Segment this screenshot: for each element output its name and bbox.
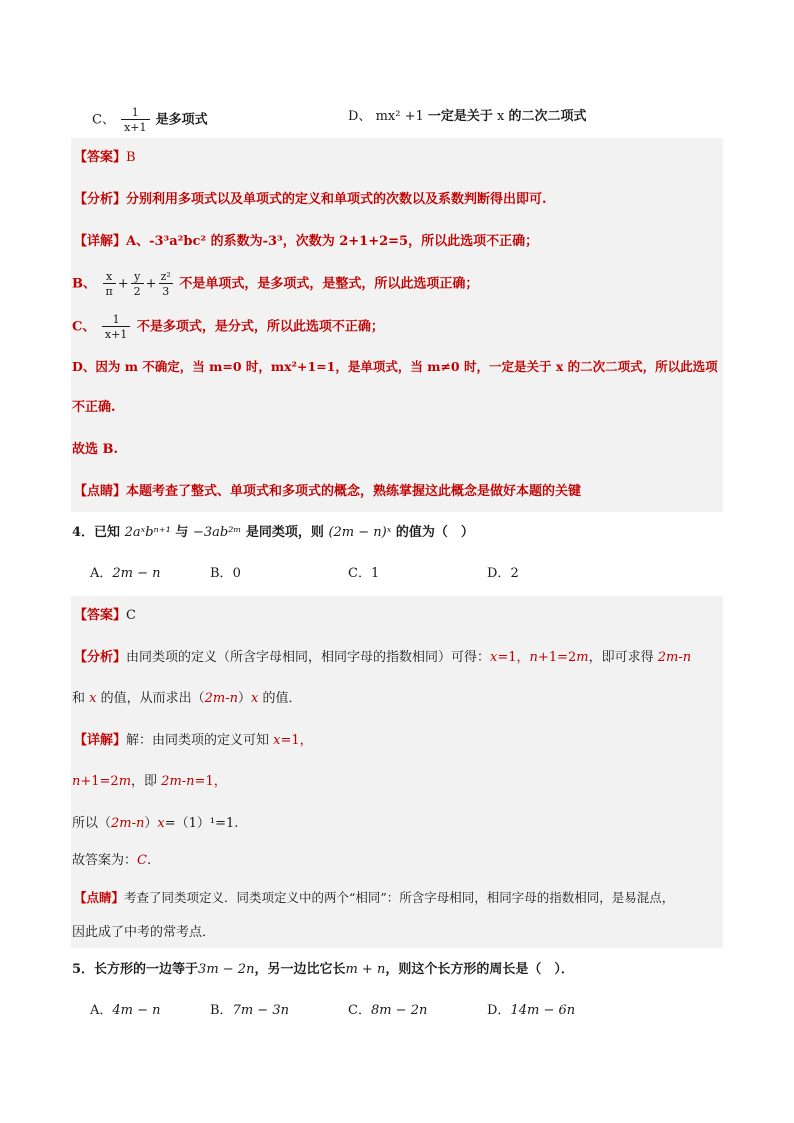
q3-detail-c: C、 $\frac{1}{x+1}$ 不是多项式，是分式，所以此选项不正确；: [72, 313, 384, 341]
q3-comment: 【点睛】本题考查了整式、单项式和多项式的概念，熟练掌握这此概念是做好本题的关键: [74, 484, 582, 499]
q4-option-c[interactable]: C．1: [348, 566, 380, 581]
q4-option-d[interactable]: D．2: [487, 566, 519, 581]
q3-option-d: D、 mx² +1 一定是关于 x 的二次二项式: [348, 109, 587, 124]
q4-answer: 【答案】C: [74, 608, 136, 623]
fraction: $\frac{1}{x+1}$: [121, 106, 149, 134]
q3-detail-d-line1: D、因为 m 不确定，当 m=0 时，mx²+1=1，是单项式，当 m≠0 时，一定是关于 x 的二次二项式，所以此选项: [72, 359, 718, 374]
q4-detail-line4: 故答案为：C.: [72, 853, 152, 868]
q5-option-a[interactable]: A．4m − n: [90, 1003, 161, 1018]
q4-comment-line1: 【点睛】考查了同类项定义．同类项定义中的两个“相同”：所含字母相同，相同字母的指数相同，是易混点，: [74, 890, 675, 905]
q3-analysis: 【分析】分别利用多项式以及单项式的定义和单项式的次数以及系数判断得出即可.: [74, 192, 547, 207]
q3-detail-b: B、 $\frac{x}{\pi}$ + $\frac{y}{2}$ + $\frac{\text{z²}}{3}$ 不是单项式，是多项式，是整式，所以此选项正确；: [72, 270, 479, 298]
q4-detail-line2: n+1=2m，即 2m-n=1，: [72, 774, 227, 789]
q3-answer: 【答案】B: [74, 150, 136, 165]
q4-stem: 4．已知 2aˣbⁿ⁺¹ 与 −3ab²ᵐ 是同类项，则 (2m − n)ˣ 的值为（ ）: [72, 525, 474, 540]
q5-option-b[interactable]: B．7m − 3n: [210, 1003, 289, 1018]
q3-detail-a: 【详解】A、-3³a²bc² 的系数为-3³，次数为 2+1+2=5，所以此选项不正确；: [74, 234, 539, 249]
q4-detail-line1: 【详解】解：由同类项的定义可知 x=1，: [74, 733, 313, 748]
q3-conclusion: 故选 B.: [72, 442, 119, 457]
q5-option-c[interactable]: C．8m − 2n: [348, 1003, 428, 1018]
q4-detail-line3: 所以（2m-n）x=（1）¹=1.: [72, 816, 239, 831]
q4-option-b[interactable]: B．0: [210, 566, 241, 581]
q4-analysis-line2: 和 x 的值，从而求出（2m-n）x 的值．: [72, 691, 302, 706]
q4-comment-line2: 因此成了中考的常考点．: [72, 925, 216, 940]
q5-option-d[interactable]: D．14m − 6n: [487, 1003, 576, 1018]
q5-stem: 5．长方形的一边等于3m − 2n，另一边比它长m + n，则这个长方形的周长是（ ）．: [72, 962, 574, 977]
q3-option-c: C、 $\frac{1}{x+1}$ 是多项式: [92, 106, 208, 134]
q4-option-a[interactable]: A．2m − n: [90, 566, 161, 581]
q4-analysis-line1: 【分析】由同类项的定义（所含字母相同，相同字母的指数相同）可得：x=1，n+1=2m，即可求得 2m-n: [74, 650, 692, 665]
q3-detail-d-line2: 不正确.: [72, 400, 116, 415]
